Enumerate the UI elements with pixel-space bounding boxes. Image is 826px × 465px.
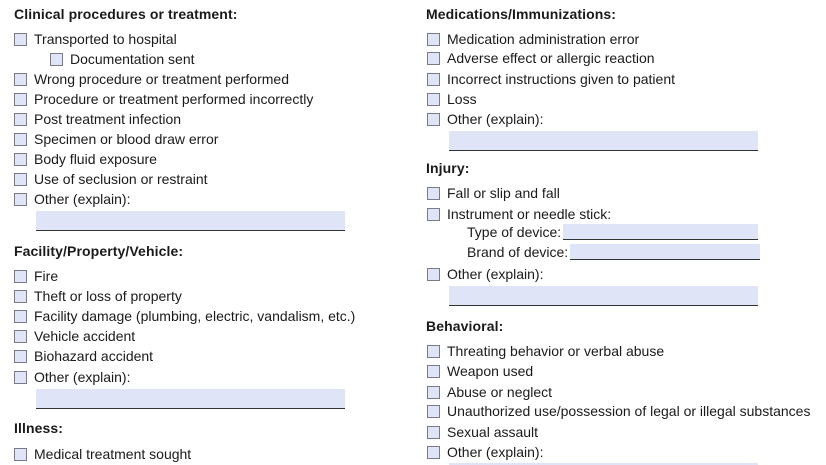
checkbox[interactable] <box>14 33 27 46</box>
checkbox-label: Specimen or blood draw error <box>34 131 219 147</box>
medications-item-incorrect-instructions[interactable] <box>427 70 675 88</box>
checkbox[interactable] <box>14 133 27 146</box>
checkbox-label: Other (explain): <box>34 191 131 207</box>
checkbox-label: Adverse effect or allergic reaction <box>447 50 655 66</box>
injury-other-explain-field[interactable] <box>449 286 758 306</box>
behavioral-item-other[interactable] <box>427 443 543 461</box>
clinical-item-wrong-procedure[interactable] <box>14 70 289 88</box>
checkbox[interactable] <box>14 350 27 363</box>
checkbox[interactable] <box>14 93 27 106</box>
facility-item-fire[interactable] <box>14 267 58 285</box>
facility-heading: Facility/Property/Vehicle: <box>14 243 184 259</box>
checkbox[interactable] <box>14 153 27 166</box>
medications-item-loss[interactable] <box>427 90 477 108</box>
checkbox[interactable] <box>14 113 27 126</box>
checkbox-label: Body fluid exposure <box>34 151 157 167</box>
medications-item-other[interactable] <box>427 110 543 128</box>
checkbox-label: Unauthorized use/possession of legal or illegal substances <box>447 403 811 419</box>
checkbox[interactable] <box>427 405 440 418</box>
type-of-device-row <box>467 222 758 240</box>
type-of-device-label: Type of device: <box>467 224 562 240</box>
facility-other-explain-field[interactable] <box>36 389 345 409</box>
clinical-item-transported[interactable] <box>14 30 177 48</box>
checkbox[interactable] <box>427 52 440 65</box>
checkbox-label: Weapon used <box>447 363 534 379</box>
checkbox-label: Procedure or treatment performed incorrectly <box>34 91 314 107</box>
checkbox[interactable] <box>427 93 440 106</box>
behavioral-item-weapon[interactable] <box>427 362 533 380</box>
checkbox-label: Loss <box>447 91 477 107</box>
injury-heading: Injury: <box>426 160 470 176</box>
checkbox-label: Abuse or neglect <box>447 384 553 400</box>
checkbox-label: Other (explain): <box>447 111 544 127</box>
facility-item-damage[interactable] <box>14 307 355 325</box>
checkbox-label: Medical treatment sought <box>34 446 192 462</box>
checkbox[interactable] <box>427 365 440 378</box>
behavioral-item-substances[interactable] <box>427 402 810 420</box>
facility-item-other[interactable] <box>14 368 130 386</box>
checkbox-label: Post treatment infection <box>34 111 182 127</box>
checkbox[interactable] <box>14 173 27 186</box>
checkbox[interactable] <box>427 446 440 459</box>
brand-of-device-label: Brand of device: <box>467 244 569 260</box>
illness-heading: Illness: <box>14 420 64 436</box>
checkbox-label: Fire <box>34 268 59 284</box>
type-of-device-field[interactable] <box>563 224 758 240</box>
clinical-item-documentation-sent[interactable] <box>50 50 195 68</box>
brand-of-device-row <box>467 242 760 260</box>
checkbox[interactable] <box>14 448 27 461</box>
checkbox-label: Transported to hospital <box>34 31 177 47</box>
medications-item-administration-error[interactable] <box>427 30 639 48</box>
checkbox-label: Instrument or needle stick: <box>447 206 612 222</box>
checkbox[interactable] <box>14 330 27 343</box>
behavioral-item-threating[interactable] <box>427 342 664 360</box>
checkbox-label: Fall or slip and fall <box>447 185 560 201</box>
injury-item-fall[interactable] <box>427 184 560 202</box>
checkbox[interactable] <box>427 73 440 86</box>
checkbox-label: Incorrect instructions given to patient <box>447 71 676 87</box>
checkbox[interactable] <box>427 33 440 46</box>
facility-item-biohazard[interactable] <box>14 347 153 365</box>
checkbox-label: Biohazard accident <box>34 348 154 364</box>
behavioral-item-abuse[interactable] <box>427 383 552 401</box>
clinical-other-explain-field[interactable] <box>36 211 345 231</box>
behavioral-heading: Behavioral: <box>426 318 504 334</box>
clinical-item-performed-incorrectly[interactable] <box>14 90 313 108</box>
checkbox[interactable] <box>427 268 440 281</box>
checkbox[interactable] <box>14 193 27 206</box>
checkbox[interactable] <box>427 426 440 439</box>
checkbox[interactable] <box>427 345 440 358</box>
checkbox-label: Other (explain): <box>34 369 131 385</box>
checkbox-label: Use of seclusion or restraint <box>34 171 208 187</box>
clinical-item-body-fluid[interactable] <box>14 150 157 168</box>
checkbox-label: Vehicle accident <box>34 328 136 344</box>
clinical-item-other[interactable] <box>14 190 130 208</box>
brand-of-device-field[interactable] <box>570 244 760 260</box>
checkbox[interactable] <box>427 187 440 200</box>
medications-other-explain-field[interactable] <box>449 131 758 151</box>
clinical-item-specimen-error[interactable] <box>14 130 218 148</box>
clinical-item-post-treatment-infection[interactable] <box>14 110 181 128</box>
checkbox[interactable] <box>14 270 27 283</box>
injury-item-other[interactable] <box>427 265 543 283</box>
checkbox-label: Facility damage (plumbing, electric, vandalism, etc.) <box>34 308 356 324</box>
checkbox-label: Documentation sent <box>70 51 195 67</box>
checkbox-label: Other (explain): <box>447 266 544 282</box>
medications-heading: Medications/Immunizations: <box>426 6 617 22</box>
checkbox[interactable] <box>14 290 27 303</box>
illness-item-medical-treatment[interactable] <box>14 445 191 463</box>
facility-item-theft[interactable] <box>14 287 182 305</box>
checkbox[interactable] <box>427 386 440 399</box>
facility-item-vehicle-accident[interactable] <box>14 327 135 345</box>
clinical-heading: Clinical procedures or treatment: <box>14 6 238 22</box>
checkbox-label: Other (explain): <box>447 444 544 460</box>
checkbox-label: Theft or loss of property <box>34 288 182 304</box>
checkbox-label: Medication administration error <box>447 31 640 47</box>
checkbox-label: Threating behavior or verbal abuse <box>447 343 665 359</box>
clinical-item-seclusion[interactable] <box>14 170 208 188</box>
checkbox[interactable] <box>14 73 27 86</box>
checkbox[interactable] <box>14 310 27 323</box>
checkbox[interactable] <box>14 371 27 384</box>
checkbox[interactable] <box>50 53 63 66</box>
checkbox[interactable] <box>427 113 440 126</box>
injury-item-instrument-stick[interactable] <box>427 205 611 223</box>
checkbox-label: Wrong procedure or treatment performed <box>34 71 289 87</box>
checkbox[interactable] <box>427 208 440 221</box>
behavioral-item-sexual-assault[interactable] <box>427 423 538 441</box>
medications-item-adverse-effect[interactable] <box>427 49 655 67</box>
checkbox-label: Sexual assault <box>447 424 539 440</box>
